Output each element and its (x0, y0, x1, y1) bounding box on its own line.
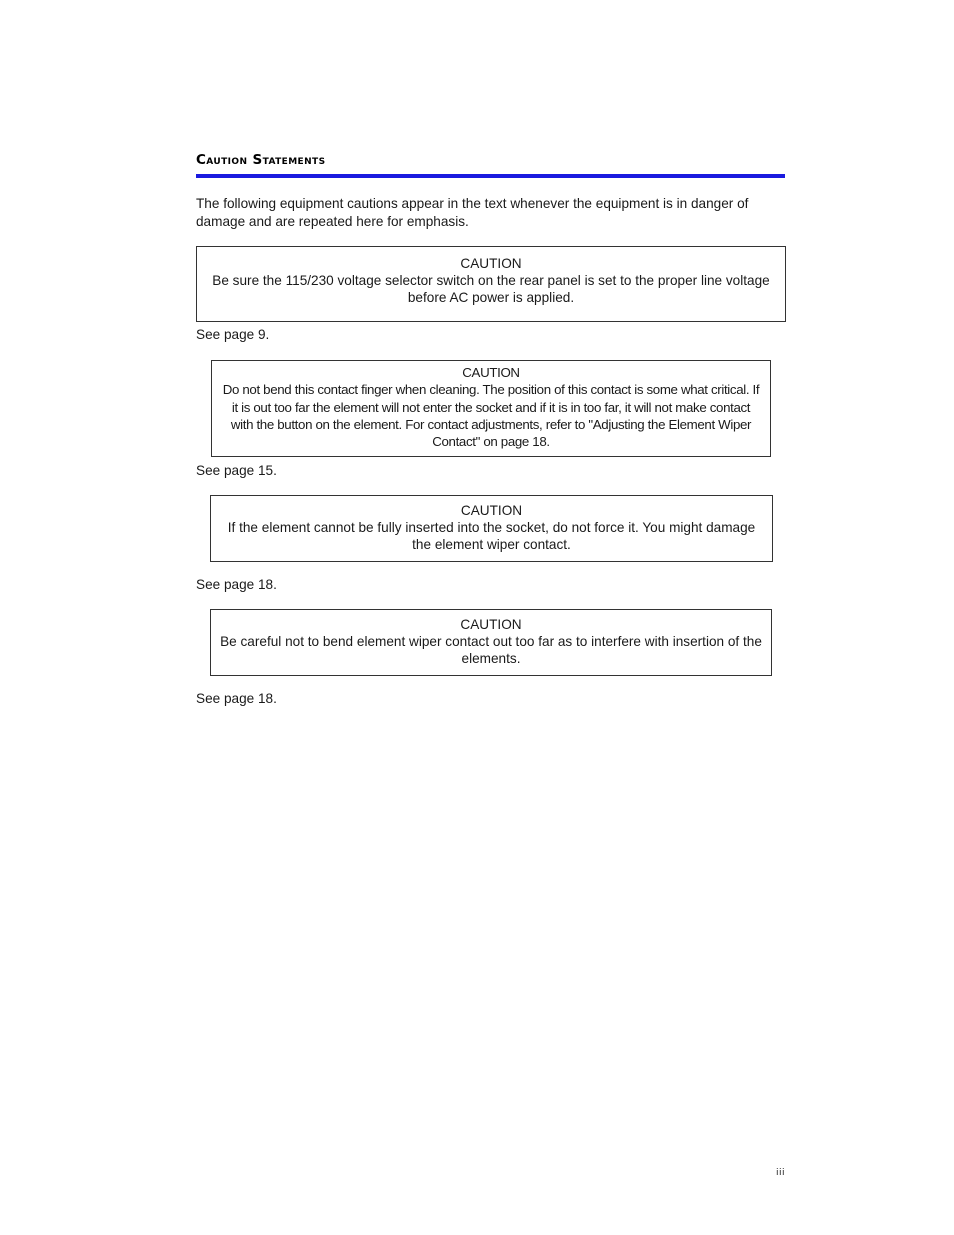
section-heading: Caution Statements (196, 152, 326, 168)
caution-text: If the element cannot be fully inserted into the socket, do not force it. You might damage the element wiper contact. (227, 520, 756, 552)
page-reference: See page 15. (196, 463, 277, 478)
page-reference: See page 18. (196, 691, 277, 706)
caution-title: CAUTION (460, 256, 522, 271)
caution-text: Be careful not to bend element wiper contact out too far as to interfere with insertion of the elements. (220, 634, 762, 666)
page-reference: See page 18. (196, 577, 277, 592)
intro-paragraph: The following equipment cautions appear in the text whenever the equipment is in danger of damage and are repeated here for emphasis. (196, 196, 749, 229)
caution-box-4 (210, 609, 772, 676)
caution-title: CAUTION (460, 503, 523, 518)
heading-rule (196, 174, 785, 178)
caution-title: CAUTION (462, 365, 520, 380)
page-number: iii (775, 1168, 785, 1178)
caution-text: Do not bend this contact finger when cleaning. The position of this contact is some what critical. If it is out too far the element will not enter the socket and if it is in too far, it will not make contact with the button on the element. For contact adjustments, refer to "Adjusting the Element Wiper Contact" on page 18. (222, 382, 760, 450)
caution-box-1 (196, 246, 786, 322)
caution-box-2 (211, 360, 771, 457)
caution-text: Be sure the 115/230 voltage selector switch on the rear panel is set to the proper line voltage before AC power is applied. (212, 273, 770, 305)
page-reference: See page 9. (196, 327, 270, 342)
caution-box-3 (210, 495, 773, 562)
caution-title: CAUTION (460, 617, 522, 632)
